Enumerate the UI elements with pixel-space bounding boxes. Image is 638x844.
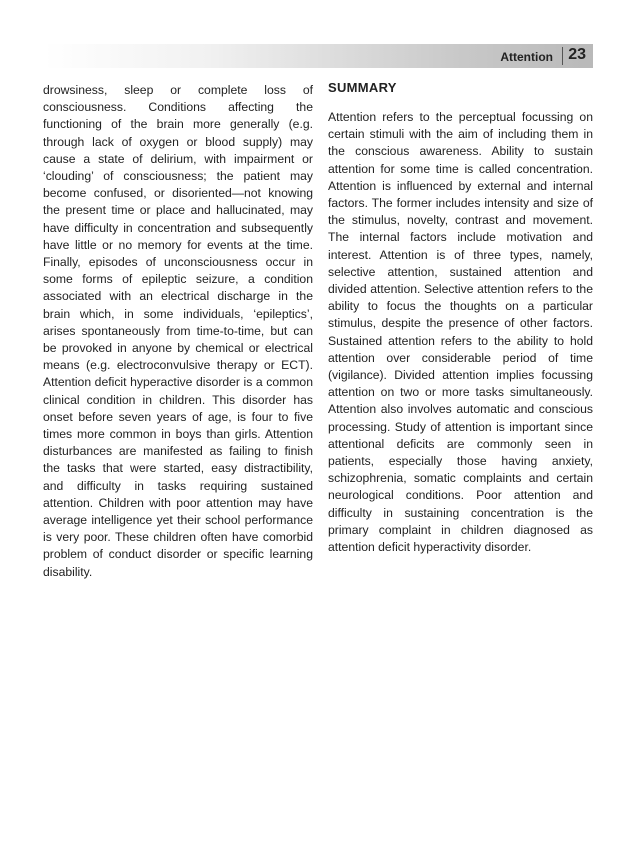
running-header	[44, 44, 593, 68]
left-column-paragraph: drowsiness, sleep or complete loss of consciousness. Conditions affecting the functioning of the brain more generally (e.g. through lack of oxygen or blood supply) may cause a state of delirium, with impairment or ‘clouding’ of consciousness; the patient may become confused, or disoriented—not knowing the present time or place and hallucinated, may have difficulty in concentration and subsequently have little or no memory for events at the time. Finally, episodes of unconsciousness occur in some forms of epileptic seizure, a condition associated with an electrical discharge in the brain which, in some individuals, ‘epileptics’, arises spontaneously from time-to-time, but can be provoked in anyone by chemical or electrical means (e.g. electroconvulsive therapy or ECT). Attention deficit hyperactive disorder is a common clinical condition in children. This disorder has onset before seven years of age, is four to five times more common in boys than girls. Attention disturbances are manifested as failing to finish the tasks that were started, easy distractibility, and difficulty in tasks requiring sustained attention. Children with poor attention may have average intelligence yet their school performance is very poor. These children often have comorbid problem of conduct disorder or specific learning disability.	[43, 83, 313, 579]
header-divider	[562, 47, 563, 65]
section-title: Attention	[500, 50, 553, 64]
summary-paragraph: Attention refers to the perceptual focussing on certain stimuli with the aim of including them in the conscious awareness. Ability to sustain attention for some time is called concentration. Attention is influenced by external and internal factors. The former includes intensity and size of the stimulus, novelty, contrast and movement. The internal factors include motivation and interest. Attention is of three types, namely, selective attention, sustained attention and divided attention. Selective attention refers to the ability to focus the thoughts on a particular stimulus, despite the presence of other factors. Sustained attention refers to the ability to hold attention over considerable period of time (vigilance). Divided attention implies focussing attention on two or more tasks simultaneously. Attention also involves automatic and conscious processing. Study of attention is important since attentional deficits are commonly seen in patients, especially those having anxiety, schizophrenia, somatic complaints and certain neurological conditions. Poor attention and difficulty in sustaining concentration is the primary complaint in children diagnosed as attention deficit hyperactivity disorder.	[328, 110, 593, 555]
page-number: 23	[568, 46, 586, 63]
summary-heading: SUMMARY	[328, 80, 397, 95]
